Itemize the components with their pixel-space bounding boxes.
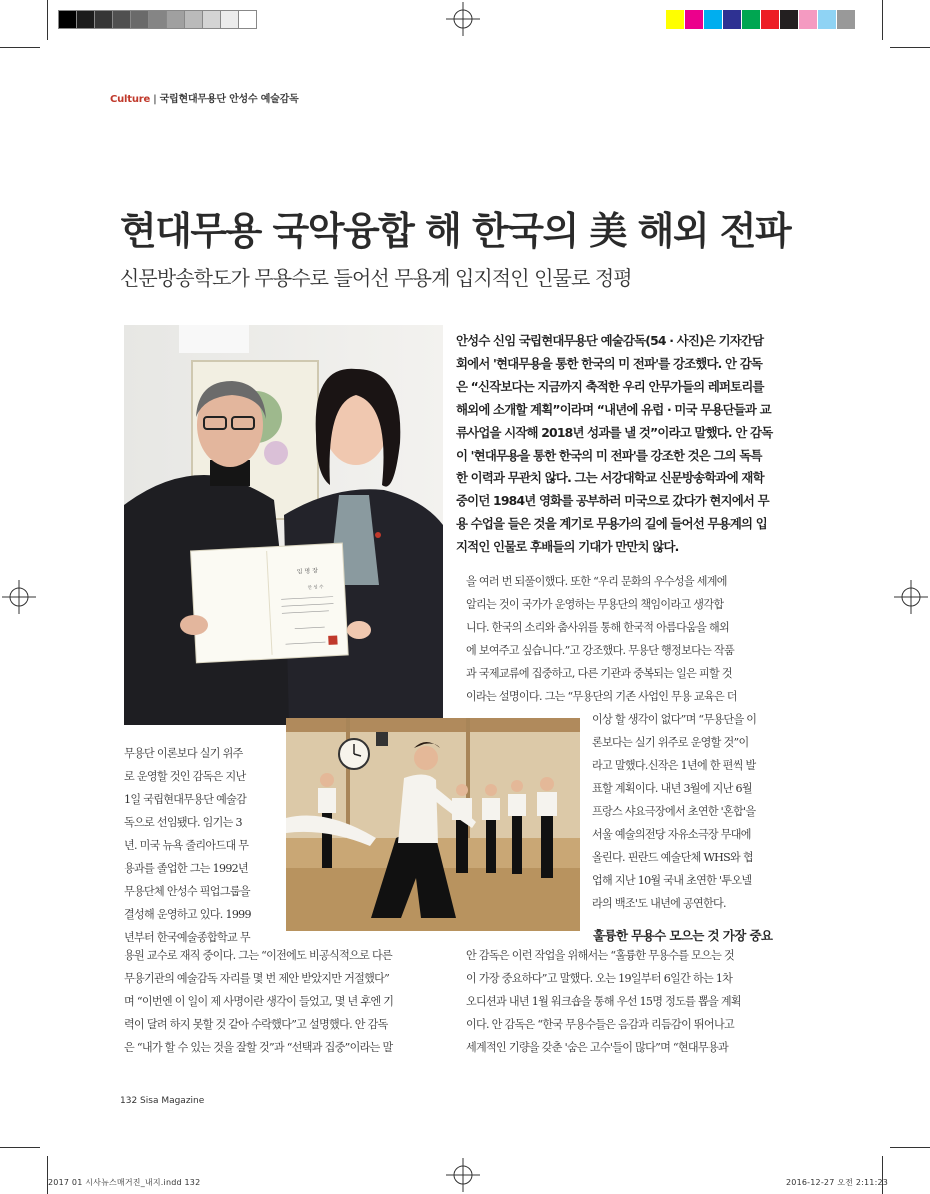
wall-clock-icon [339,739,369,769]
text-line: 이라는 설명이다. 그는 “무용단의 기존 사업인 무용 교육은 더 [466,690,737,703]
lead-paragraph [456,330,816,559]
text-line: 알리는 것이 국가가 운영하는 무용단의 책임이라고 생각합 [466,598,724,611]
color-swatch [799,10,818,29]
color-swatch [58,10,77,29]
registration-mark-icon [894,580,928,614]
lead-line: 중이던 1984년 영화를 공부하러 미국으로 갔다가 현지에서 무 [456,493,769,509]
portrait-photo [124,325,443,725]
text-line: 력이 달려 하지 못할 것 같아 수락했다”고 설명했다. 안 감독 [124,1018,388,1031]
text-line: 용과를 졸업한 그는 1992년 [124,862,249,875]
body-subtitle: 훌륭한 무용수 모으는 것 가장 중요 [593,928,773,943]
lead-line: 회에서 '현대무용을 통한 한국의 미 전파'를 강조했다. 안 감독 [456,355,763,371]
color-swatch [94,10,113,29]
section-header [110,90,299,105]
text-line: 프랑스 샤요극장에서 초연한 '혼합'을 [592,805,756,818]
text-line: 무용단 이론보다 실기 위주 [124,747,243,760]
grayscale-color-bar [58,10,256,29]
text-line: 이다. 안 감독은 “한국 무용수들은 음감과 리듬감이 뛰어나고 [466,1018,734,1031]
text-line: 년. 미국 뉴욕 줄리아드대 무 [124,839,249,852]
text-line: 무용단체 안성수 픽업그룹을 [124,885,250,898]
text-line: 오디션과 내년 1월 워크숍을 통해 우선 15명 정도를 뽑을 계획 [466,995,741,1008]
text-line: 용원 교수로 재직 중이다. 그는 “이전에도 비공식적으로 다른 [124,949,392,962]
color-swatch [723,10,742,29]
text-line: 무용기관의 예술감독 자리를 몇 번 제안 받았지만 거절했다” [124,972,390,985]
section-category: Culture [110,94,151,105]
color-swatch [130,10,149,29]
crop-mark [47,1156,48,1194]
print-slug-file: 2017 01 시사뉴스매거진_내지.indd 132 [48,1178,201,1187]
text-line: 년부터 한국예술종합학교 무 [124,931,250,944]
text-line: 라고 말했다.신작은 1년에 한 편씩 발 [592,759,756,772]
text-line: 과 국제교류에 집중하고, 다른 기관과 중복되는 일은 피할 것 [466,667,732,680]
color-swatch [666,10,685,29]
crop-mark [0,47,40,48]
lead-line: 지적인 인물로 후배들의 기대가 만만치 않다. [456,539,679,555]
text-line: 이 가장 중요하다”고 말했다. 오는 19일부터 6일간 하는 1차 [466,972,733,985]
color-swatch [220,10,239,29]
color-swatch [184,10,203,29]
lead-line: 한 이력과 무관치 않다. 그는 서강대학교 신문방송학과에 재학 [456,470,764,486]
text-line: 결성해 운영하고 있다. 1999 [124,908,251,921]
text-line: 올린다. 핀란드 예술단체 WHS와 협 [592,851,753,864]
dancers-rehearsal-photo [286,718,580,931]
text-line: 업해 지난 10월 국내 초연한 '투오넬 [592,874,752,887]
registration-mark-icon [2,580,36,614]
color-swatch [742,10,761,29]
text-line: 며 “이번엔 이 일이 제 사명이란 생각이 들었고, 몇 년 후엔 기 [124,995,394,1008]
lead-line: 해외에 소개할 계획”이라며 “내년에 유럽 · 미국 무용단들과 교 [456,401,771,417]
registration-mark-icon [446,1158,480,1192]
section-subtitle: 국립현대무용단 안성수 예술감독 [159,94,299,105]
text-line: 을 여러 번 되풀이했다. 또한 “우리 문화의 우수성을 세계에 [466,575,727,588]
text-line: 라의 백조'도 내년에 공연한다. [592,897,726,910]
color-swatch [148,10,167,29]
crop-mark [882,1156,883,1194]
color-swatch [112,10,131,29]
color-swatch [166,10,185,29]
crop-mark [0,1147,40,1148]
color-swatch [704,10,723,29]
color-swatch [238,10,257,29]
article-headline: 현대무용 국악융합 해 한국의 美 해외 전파 [120,209,791,253]
color-swatch [202,10,221,29]
crop-mark [890,47,930,48]
text-line: 표할 계획이다. 내년 3월에 지난 6월 [592,782,752,795]
article-subheadline: 신문방송학도가 무용수로 들어선 무용계 입지적인 인물로 정평 [120,266,632,290]
text-line: 이상 할 생각이 없다”며 “무용단을 이 [592,713,757,726]
text-line: 에 보여주고 싶습니다.”고 강조했다. 무용단 행정보다는 작품 [466,644,734,657]
text-line: 로 운영할 것인 감독은 지난 [124,770,246,783]
page-folio: 132 Sisa Magazine [120,1096,205,1106]
certificate-title: 임 명 장 [296,567,319,576]
crop-mark [890,1147,930,1148]
crop-mark [47,0,48,40]
color-swatch [818,10,837,29]
color-swatch [837,10,856,29]
cmyk-color-bar [666,10,856,29]
print-slug-timestamp: 2016-12-27 오전 2:11:23 [786,1178,889,1187]
color-swatch [76,10,95,29]
lead-line: 용 수업을 들은 것을 계기로 무용가의 길에 들어선 무용계의 입 [456,516,767,532]
text-line: 세계적인 기량을 갖춘 '숨은 고수'들이 많다”며 “현대무용과 [466,1041,728,1054]
section-separator: | [153,94,157,105]
lead-line: 이 '현대무용을 통한 한국의 미 전파'를 강조한 것은 그의 독특 [456,447,762,463]
text-line: 안 감독은 이런 작업을 위해서는 “훌륭한 무용수를 모으는 것 [466,949,734,962]
lead-line: 안성수 신임 국립현대무용단 예술감독(54 · 사진)은 기자간담 [456,333,764,348]
color-swatch [761,10,780,29]
text-line: 서울 예술의전당 자유소극장 무대에 [592,828,751,841]
lead-line: 류사업을 시작해 2018년 성과를 낼 것”이라고 말했다. 안 감독 [456,424,773,440]
text-line: 론보다는 실기 위주로 운영할 것”이 [592,736,749,749]
registration-mark-icon [446,2,480,36]
color-swatch [780,10,799,29]
lead-line: 은 “신작보다는 지금까지 축적한 우리 안무가들의 레퍼토리를 [456,378,764,394]
color-swatch [685,10,704,29]
text-line: 은 “내가 할 수 있는 것을 잘할 것”과 “선택과 집중”이라는 말 [124,1041,393,1054]
text-line: 니다. 한국의 소리와 춤사위를 통해 한국적 아름다움을 해외 [466,621,730,634]
text-line: 독으로 선임됐다. 임기는 3 [124,816,242,829]
crop-mark [882,0,883,40]
text-line: 1일 국립현대무용단 예술감 [124,793,247,806]
certificate-name: 안 성 수 [307,585,324,591]
